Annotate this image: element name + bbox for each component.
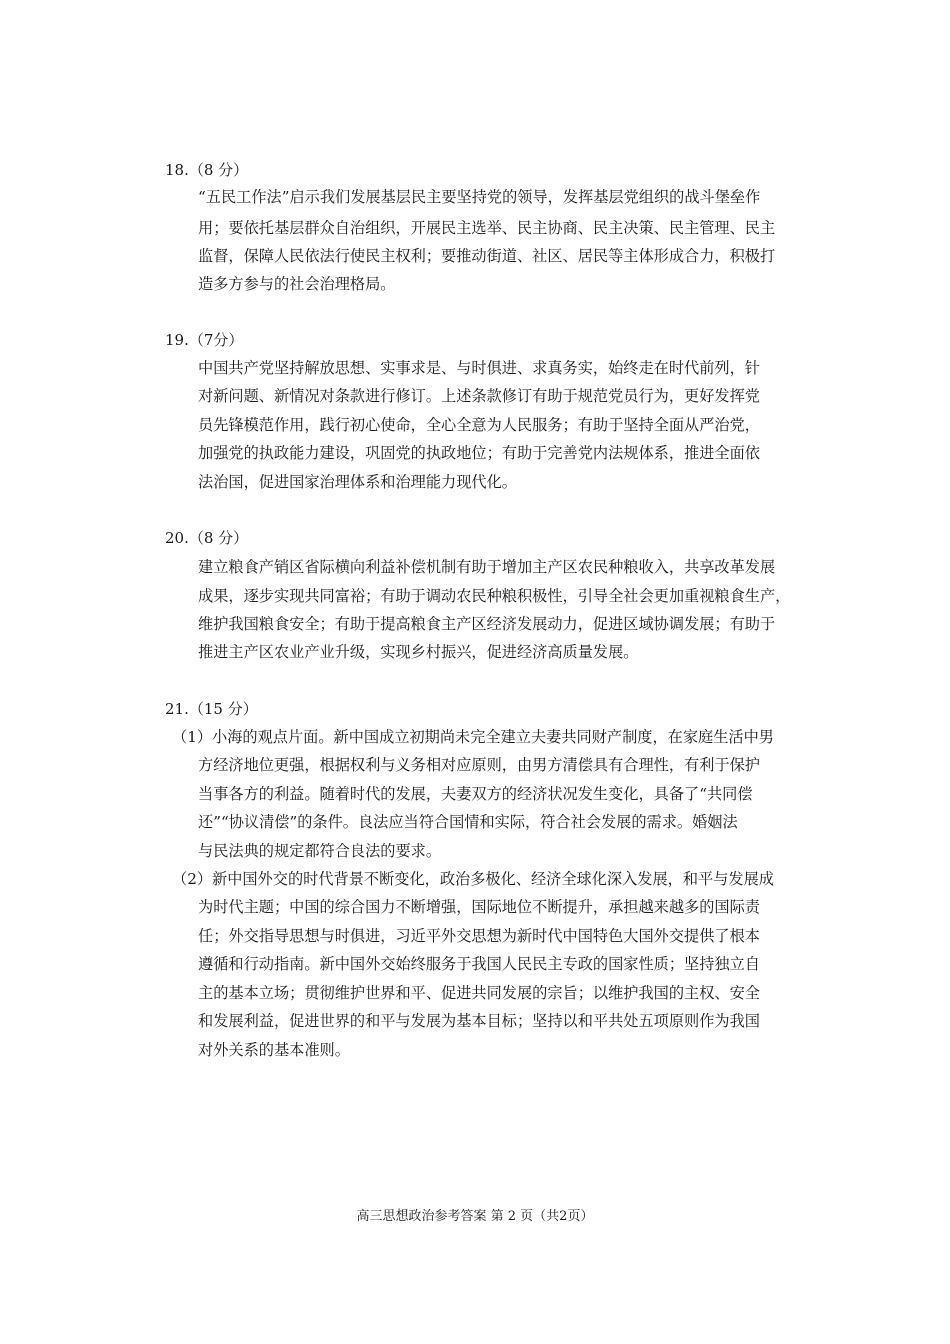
question-18-title: 18.（8 分） [165, 161, 249, 179]
answer-line: 方经济地位更强，根据权利与义务相对应原则，由男方清偿具有合理性，有利于保护 [198, 756, 760, 774]
answer-line: 与民法典的规定都符合良法的要求。 [198, 842, 441, 860]
sub-answer-1-line: （1）小海的观点片面。新中国成立初期尚未完全建立夫妻共同财产制度，在家庭生活中男 [172, 728, 774, 746]
answer-line: 加强党的执政能力建设，巩固党的执政地位；有助于完善党内法规体系，推进全面依 [198, 444, 760, 462]
answer-line: 任；外交指导思想与时俱进，习近平外交思想为新时代中国特色大国外交提供了根本 [198, 927, 760, 945]
answer-line: 推进主产区农业产业升级，实现乡村振兴，促进经济高质量发展。 [198, 643, 639, 661]
answer-line: 为时代主题；中国的综合国力不断增强，国际地位不断提升，承担越来越多的国际责 [198, 898, 760, 916]
answer-line: 用；要依托基层群众自治组织，开展民主选举、民主协商、民主决策、民主管理、民主 [198, 219, 776, 237]
answer-line: 对新问题、新情况对条款进行修订。上述条款修订有助于规范党员行为，更好发挥党 [198, 387, 760, 405]
answer-line: 遵循和行动指南。新中国外交始终服务于我国人民民主专政的国家性质；坚持独立自 [198, 955, 760, 973]
question-21-title: 21.（15 分） [165, 700, 258, 718]
answer-line: 还”“协议清偿”的条件。良法应当符合国情和实际，符合社会发展的需求。婚姻法 [198, 813, 738, 831]
answer-line: 对外关系的基本准则。 [198, 1041, 350, 1059]
answer-line: 维护我国粮食安全；有助于提高粮食主产区经济发展动力，促进区域协调发展；有助于 [198, 615, 776, 633]
answer-line: 法治国，促进国家治理体系和治理能力现代化。 [198, 473, 517, 491]
answer-line: 中国共产党坚持解放思想、实事求是、与时俱进、求真务实，始终走在时代前列，针 [198, 359, 760, 377]
answer-line: 当事各方的利益。随着时代的发展，夫妻双方的经济状况发生变化，具备了“共同偿 [198, 785, 753, 803]
answer-line: 主的基本立场；贯彻维护世界和平、促进共同发展的宗旨；以维护我国的主权、安全 [198, 984, 760, 1002]
answer-line: 监督，保障人民依法行使民主权利；要推动街道、社区、居民等主体形成合力，积极打 [198, 247, 776, 265]
answer-line: 造多方参与的社会治理格局。 [198, 275, 396, 293]
answer-line: 员先锋模范作用，践行初心使命，全心全意为人民服务；有助于坚持全面从严治党， [198, 416, 760, 434]
answer-line: 和发展利益，促进世界的和平与发展为基本目标；坚持以和平共处五项原则作为我国 [198, 1012, 760, 1030]
answer-line: “五民工作法”启示我们发展基层民主要坚持党的领导，发挥基层党组织的战斗堡垒作 [198, 188, 761, 206]
sub-answer-2-line: （2）新中国外交的时代背景不断变化，政治多极化、经济全球化深入发展，和平与发展成 [172, 870, 774, 888]
answer-line: 建立粮食产销区省际横向利益补偿机制有助于增加主产区农民种粮收入，共享改革发展 [198, 558, 776, 576]
answer-line: 成果，逐步实现共同富裕；有助于调动农民种粮积极性，引导全社会更加重视粮食生产， [198, 587, 791, 605]
page-footer: 高三思想政治参考答案 第 2 页（共2页） [356, 1209, 594, 1224]
question-20-title: 20.（8 分） [165, 529, 249, 547]
question-19-title: 19.（7分） [165, 331, 244, 349]
